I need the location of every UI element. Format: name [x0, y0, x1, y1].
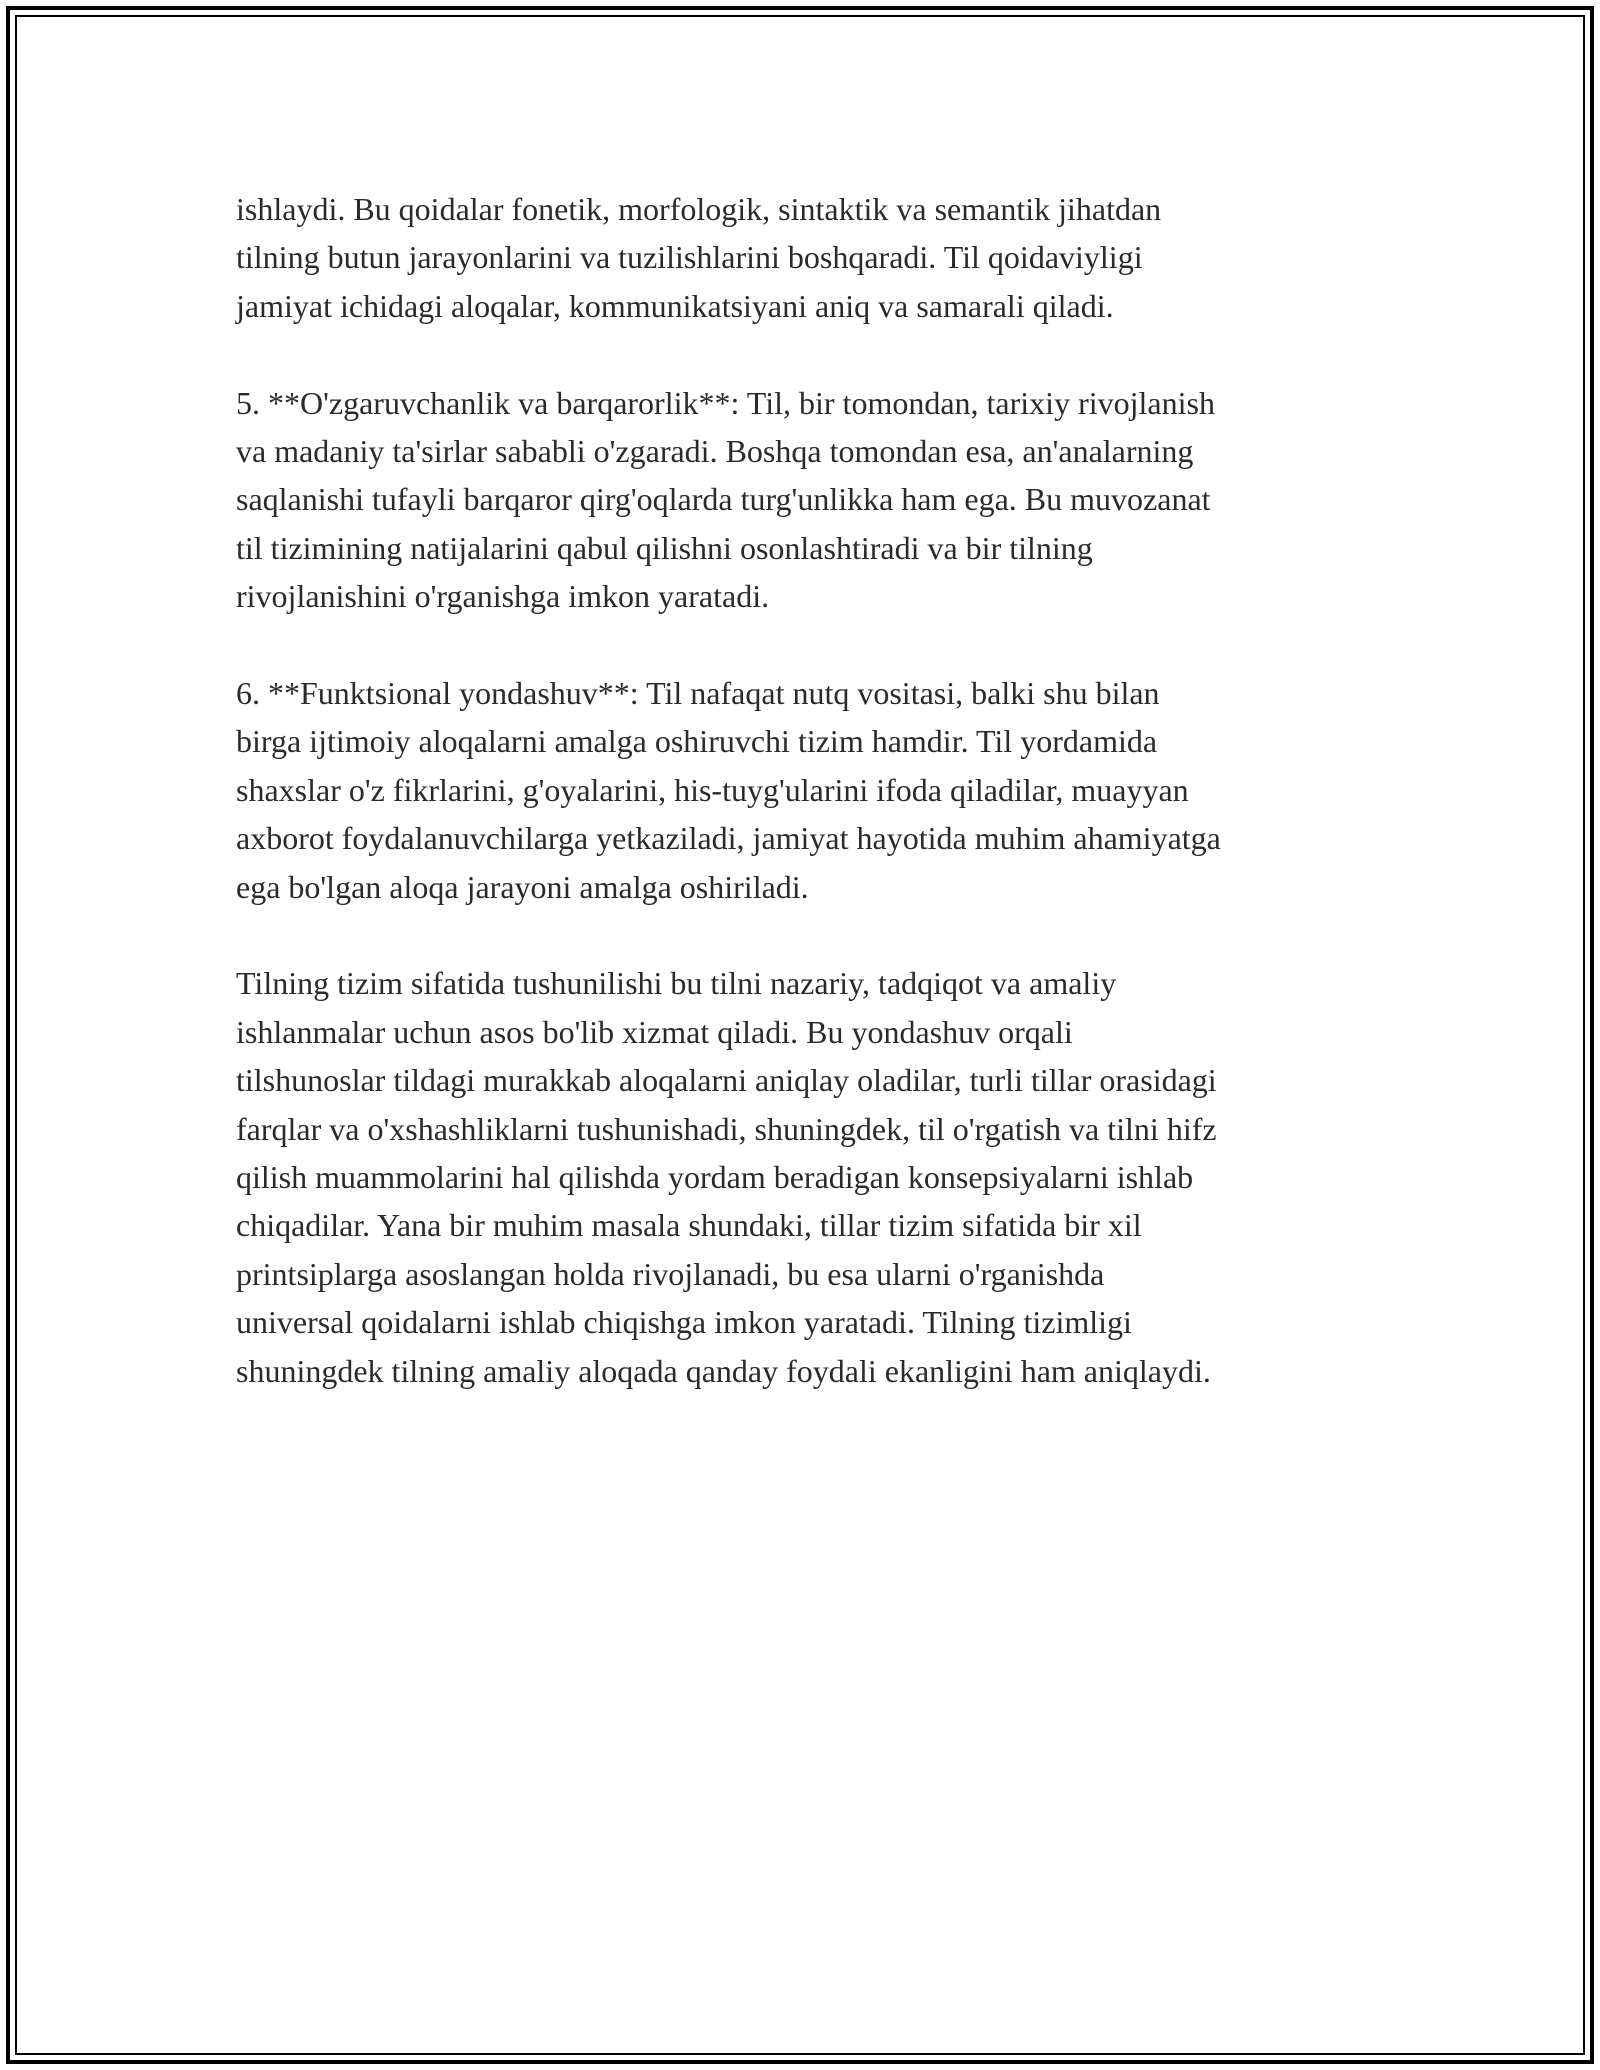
paragraph-4	[236, 959, 1376, 1395]
text-line: qilish muammolarini hal qilishda yordam beradigan konsepsiyalarni ishlab	[236, 1159, 1194, 1196]
text-line: 5. **O'zgaruvchanlik va barqarorlik**: Til, bir tomondan, tarixiy rivojlanish	[236, 384, 1215, 421]
text-line: shaxslar o'z fikrlarini, g'oyalarini, his-tuyg'ularini ifoda qiladilar, muayyan	[236, 771, 1189, 808]
text-line: til tizimining natijalarini qabul qilishni osonlashtiradi va bir tilning	[236, 529, 1093, 566]
text-line: rivojlanishini o'rganishga imkon yaratadi.	[236, 578, 770, 615]
text-line: saqlanishi tufayli barqaror qirg'oqlarda turg'unlikka ham ega. Bu muvozanat	[236, 481, 1211, 518]
text-line: chiqadilar. Yana bir muhim masala shundaki, tillar tizim sifatida bir xil	[236, 1207, 1142, 1244]
text-line: va madaniy ta'sirlar sababli o'zgaradi. Boshqa tomondan esa, an'analarning	[236, 433, 1194, 470]
paragraph-2	[236, 379, 1376, 621]
paragraph-1	[236, 185, 1376, 330]
text-line: birga ijtimoiy aloqalarni amalga oshiruvchi tizim hamdir. Til yordamida	[236, 723, 1158, 760]
text-line: ishlaydi. Bu qoidalar fonetik, morfologik, sintaktik va semantik jihatdan	[236, 191, 1162, 227]
text-line: ishlanmalar uchun asos bo'lib xizmat qiladi. Bu yondashuv orqali	[236, 1013, 1073, 1050]
text-line: universal qoidalarni ishlab chiqishga imkon yaratadi. Tilning tizimligi	[236, 1304, 1132, 1341]
text-line: Tilning tizim sifatida tushunilishi bu tilni nazariy, tadqiqot va amaliy	[236, 965, 1117, 1002]
text-line: printsiplarga asoslangan holda rivojlanadi, bu esa ularni o'rganishda	[236, 1255, 1105, 1292]
text-line: farqlar va o'xshashliklarni tushunishadi, shuningdek, til o'rgatish va tilni hifz	[236, 1110, 1217, 1147]
text-line: axborot foydalanuvchilarga yetkaziladi, jamiyat hayotida muhim ahamiyatga	[236, 820, 1221, 857]
text-line: tilning butun jarayonlarini va tuzilishlarini boshqaradi. Til qoidaviyligi	[236, 239, 1143, 276]
paragraph-3	[236, 669, 1376, 911]
text-line: ega bo'lgan aloqa jarayoni amalga oshiriladi.	[236, 868, 809, 905]
document-body	[236, 185, 1376, 1444]
text-line: shuningdek tilning amaliy aloqada qanday foydali ekanligini ham aniqlaydi.	[236, 1352, 1211, 1389]
text-line: 6. **Funktsional yondashuv**: Til nafaqat nutq vositasi, balki shu bilan	[236, 675, 1160, 712]
text-line: jamiyat ichidagi aloqalar, kommunikatsiyani aniq va samarali qiladi.	[236, 287, 1114, 324]
text-line: tilshunoslar tildagi murakkab aloqalarni aniqlay oladilar, turli tillar orasidagi	[236, 1062, 1217, 1099]
